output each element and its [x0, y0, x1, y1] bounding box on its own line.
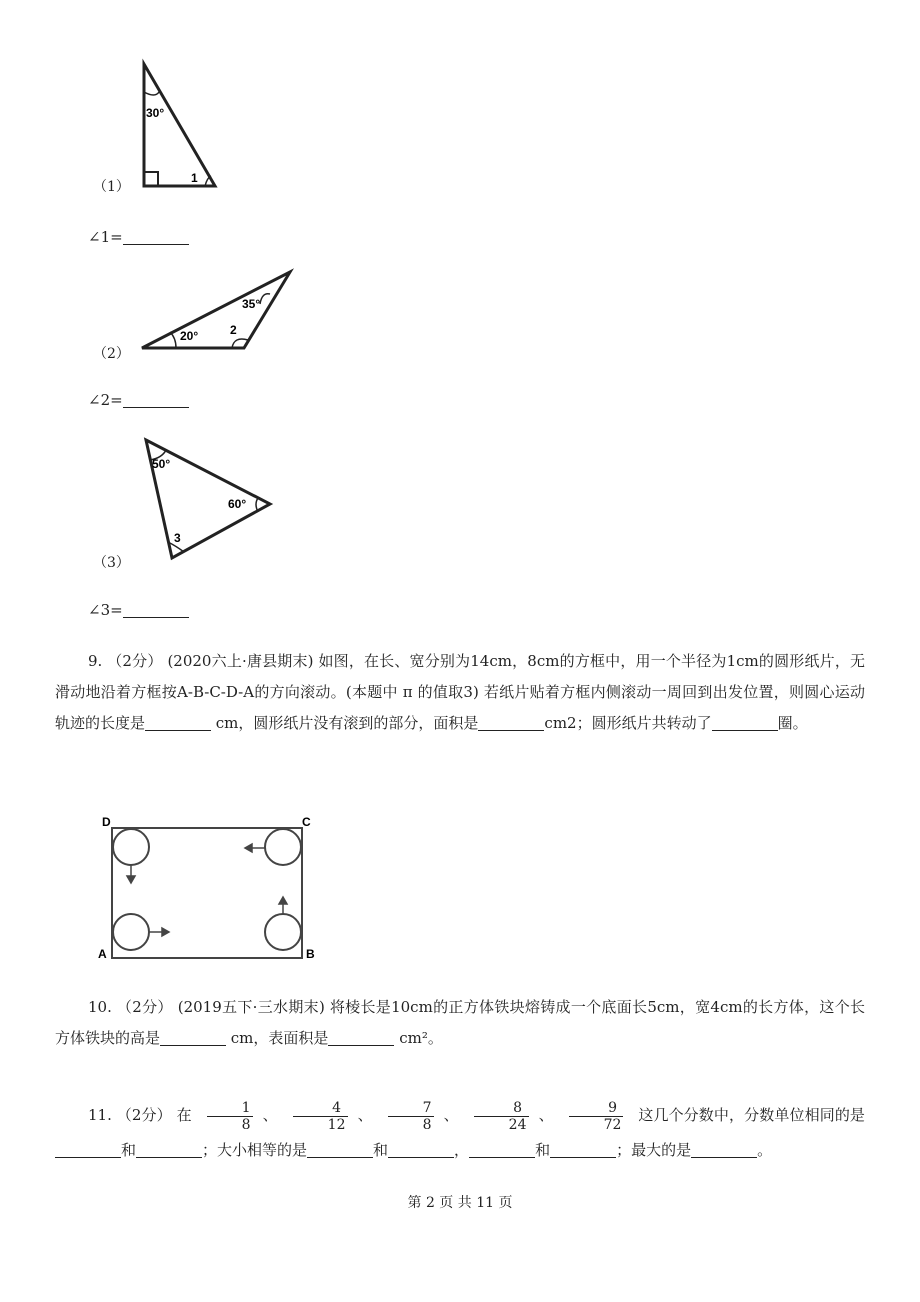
angle-label-20: 20°: [180, 329, 199, 343]
triangle-figure-2: [138, 268, 294, 354]
fraction-4-12: [293, 1100, 348, 1133]
sub-question-number-3: （3）: [93, 555, 130, 571]
triangle-figure-3: [140, 434, 274, 564]
answer-blank-1[interactable]: [123, 226, 189, 245]
angle-label-3: 3: [174, 531, 181, 545]
angle-arc-35: [260, 294, 270, 304]
angle-label-2: 2: [230, 323, 237, 337]
q11-text-5: ，: [454, 1140, 470, 1159]
angle-label-50: 50°: [152, 457, 171, 471]
q11-blank-6[interactable]: [550, 1139, 616, 1158]
q9-text-part-1: 9. （2分） (2020六上·唐县期末) 如图，在长、宽分别为14cm，8cm的方框中，用一个半径为1cm的圆形纸片，无滑动地沿着方框按A-B-C-D-A的方向滚动。(本题中 π 的值取3) 若纸片贴着方框内侧滚动一周回到出发位置，则圆心运动轨迹的长度是: [55, 652, 865, 732]
q9-blank-1[interactable]: [145, 712, 211, 731]
q10-text-part-3: cm²。: [394, 1029, 443, 1047]
fraction-9-72: [569, 1100, 624, 1133]
fraction-denominator: 12: [327, 1116, 346, 1133]
fraction-denominator: 72: [603, 1116, 622, 1133]
answer-line-2: [88, 389, 189, 409]
angle-label-30: 30°: [146, 106, 165, 120]
question-11: [55, 1098, 865, 1167]
q11-blank-3[interactable]: [307, 1139, 373, 1158]
q9-blank-2[interactable]: [478, 712, 544, 731]
q9-text-part-4: 圈。: [777, 714, 808, 732]
separator: 、: [538, 1106, 554, 1124]
separator: 、: [357, 1106, 373, 1124]
corner-label-b: B: [306, 947, 315, 961]
separator: 、: [262, 1106, 278, 1124]
fraction-numerator: 4: [293, 1100, 348, 1117]
question-10: [55, 992, 865, 1054]
fraction-denominator: 24: [508, 1116, 527, 1133]
answer-blank-2[interactable]: [123, 389, 189, 408]
page-footer: 第 2 页 共 11 页: [407, 1195, 513, 1211]
q9-blank-3[interactable]: [712, 712, 778, 731]
fraction-denominator: 8: [241, 1116, 251, 1133]
q10-blank-2[interactable]: [328, 1027, 394, 1046]
corner-label-d: D: [102, 815, 111, 829]
q11-blank-7[interactable]: [691, 1139, 757, 1158]
fraction-numerator: 9: [569, 1100, 624, 1117]
q11-prefix: 11. （2分） 在: [88, 1106, 192, 1124]
angle-label-60: 60°: [228, 497, 247, 511]
answer-line-3: [88, 599, 189, 619]
right-angle-mark: [144, 172, 158, 186]
fraction-7-8: [388, 1100, 434, 1133]
angle-label-1: 1: [191, 171, 198, 185]
q11-text-1: 这几个分数中，分数单位相同的是: [638, 1106, 865, 1124]
fraction-1-8: [207, 1100, 253, 1133]
answer-blank-3[interactable]: [123, 599, 189, 618]
q11-text-2: 和: [121, 1140, 137, 1159]
angle-prompt-3: ∠3=: [88, 601, 123, 619]
circle-corner-a: [113, 914, 149, 950]
triangle-figure-1: [135, 58, 225, 190]
q11-blank-4[interactable]: [388, 1139, 454, 1158]
question-9: [55, 646, 865, 739]
fraction-numerator: 1: [207, 1100, 253, 1117]
q10-text-part-1: 10. （2分） (2019五下·三水期末) 将棱长是10cm的正方体铁块熔铸成一个底面长5cm，宽4cm的长方体，这个长方体铁块的高是: [55, 998, 865, 1047]
rectangle-frame: [112, 828, 302, 958]
angle-arc-60: [256, 498, 258, 512]
corner-label-a: A: [98, 947, 107, 961]
fraction-numerator: 8: [474, 1100, 529, 1117]
circle-corner-b: [265, 914, 301, 950]
separator: 、: [443, 1106, 459, 1124]
arrow-right-head: [162, 928, 169, 936]
triangle-2-shape: [142, 272, 290, 348]
q11-text-4: 和: [373, 1140, 389, 1159]
q9-text-part-2: cm，圆形纸片没有滚到的部分，面积是: [211, 714, 479, 732]
corner-label-c: C: [302, 815, 311, 829]
angle-arc-30: [144, 92, 159, 95]
rolling-circle-figure: [96, 812, 326, 964]
sub-question-number-2: （2）: [93, 346, 130, 362]
q11-text-7: ；最大的是: [616, 1140, 692, 1159]
q9-text-part-3: cm2；圆形纸片共转动了: [544, 714, 712, 732]
arrow-left-head: [245, 844, 252, 852]
q11-blank-5[interactable]: [469, 1139, 535, 1158]
sub-question-number-1: （1）: [93, 179, 130, 195]
q10-text-part-2: cm，表面积是: [226, 1029, 329, 1047]
fraction-denominator: 8: [422, 1116, 432, 1133]
arrow-up-head: [279, 897, 287, 904]
q11-blank-2[interactable]: [136, 1139, 202, 1158]
angle-prompt-2: ∠2=: [88, 391, 123, 409]
q11-text-8: 。: [757, 1140, 773, 1159]
q10-blank-1[interactable]: [160, 1027, 226, 1046]
circle-corner-d: [113, 829, 149, 865]
circle-corner-c: [265, 829, 301, 865]
answer-line-1: [88, 226, 189, 246]
q11-text-6: 和: [535, 1140, 551, 1159]
arrow-down-head: [127, 876, 135, 883]
angle-prompt-1: ∠1=: [88, 228, 123, 246]
fraction-numerator: 7: [388, 1100, 434, 1117]
q11-text-3: ；大小相等的是: [202, 1140, 308, 1159]
angle-label-35: 35°: [242, 297, 261, 311]
q11-blank-1[interactable]: [55, 1139, 121, 1158]
fraction-8-24: [474, 1100, 529, 1133]
triangle-1-shape: [144, 64, 215, 186]
